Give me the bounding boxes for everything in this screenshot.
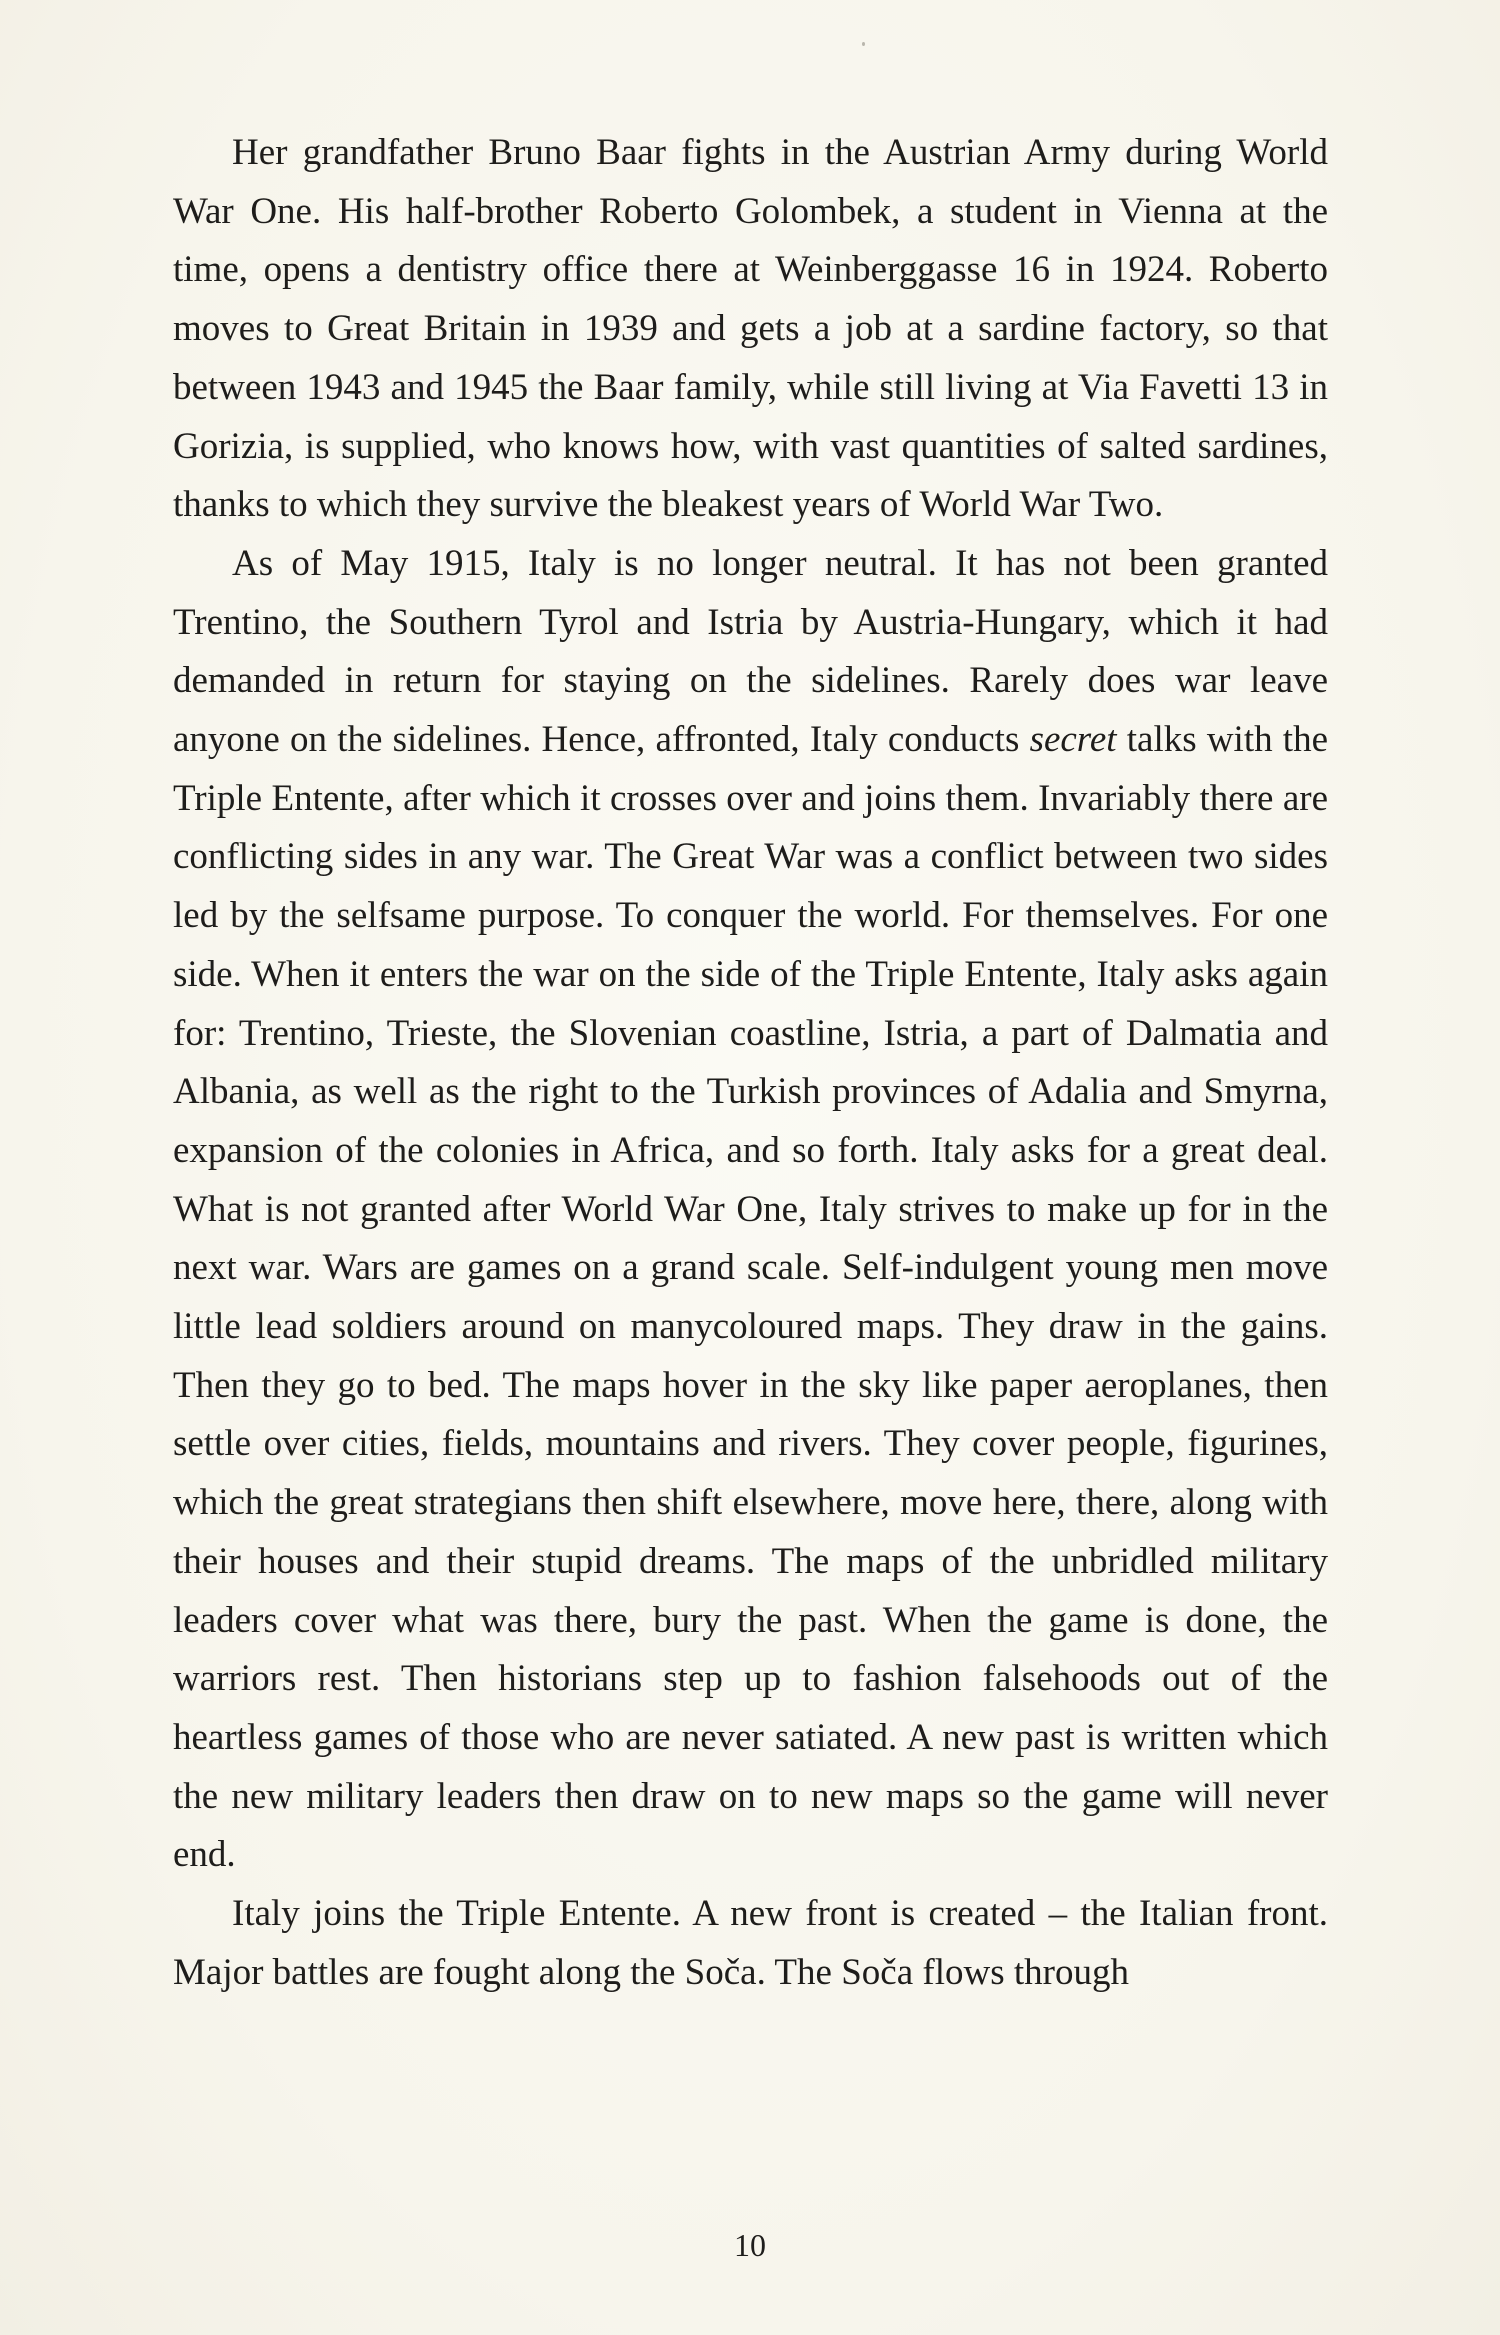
paragraph-2 [173,535,1328,1885]
paragraph-2-text-end: talks with the Triple Entente, after which it crosses over and joins them. Invariably there are conflicting sides in any war. The Great War was a conflict between two sides led by the selfsame purpose. To conquer the world. For themselves. For one side. When it enters the war on the side of the Triple Entente, Italy asks again for: Trentino, Trieste, the Slovenian coastline, Istria, a part of Dalmatia and Albania, as well as the right to the Turkish provinces of Adalia and Smyrna, expansion of the colonies in Africa, and so forth. Italy asks for a great deal. What is not granted after World War One, Italy strives to make up for in the next war. Wars are games on a grand scale. Self-indulgent young men move little lead soldiers around on manycoloured maps. They draw in the gains. Then they go to bed. The maps hover in the sky like paper aeroplanes, then settle over cities, fields, mountains and rivers. They cover people, figurines, which the great strategians then shift elsewhere, move here, there, along with their houses and their stupid dreams. The maps of the unbridled military leaders cover what was there, bury the past. When the game is done, the warriors rest. Then historians step up to fashion falsehoods out of the heartless games of those who are never satiated. A new past is written which the new military leaders then draw on to new maps so the game will never end. [173,719,1328,1876]
paragraph-3 [173,1885,1328,2002]
paragraph-3-text: Italy joins the Triple Entente. A new front is created – the Italian front. Major battles are fought along the Soča. The Soča flows through [173,1893,1328,1993]
paragraph-1-text: Her grandfather Bruno Baar fights in the Austrian Army during World War One. His half-brother Roberto Golombek, a student in Vienna at the time, opens a dentistry office there at Weinberggasse 16 in 1924. Roberto moves to Great Britain in 1939 and gets a job at a sardine factory, so that between 1943 and 1945 the Baar family, while still living at Via Favetti 13 in Gorizia, is supplied, who knows how, with vast quantities of salted sardines, thanks to which they survive the bleakest years of World War Two. [173,132,1328,526]
emphasized-word: secret [1029,719,1117,761]
paragraph-2-text-start: As of May 1915, Italy is no longer neutral. It has not been granted Trentino, the Southern Tyrol and Istria by Austria-Hungary, which it had demanded in return for staying on the sidelines. Rarely does war leave anyone on the sidelines. Hence, affronted, Italy conducts [173,542,1328,761]
paragraph-1 [173,124,1328,535]
body-text [173,124,1328,2003]
page-number: 10 [734,2227,766,2263]
paper-speck [862,42,865,46]
